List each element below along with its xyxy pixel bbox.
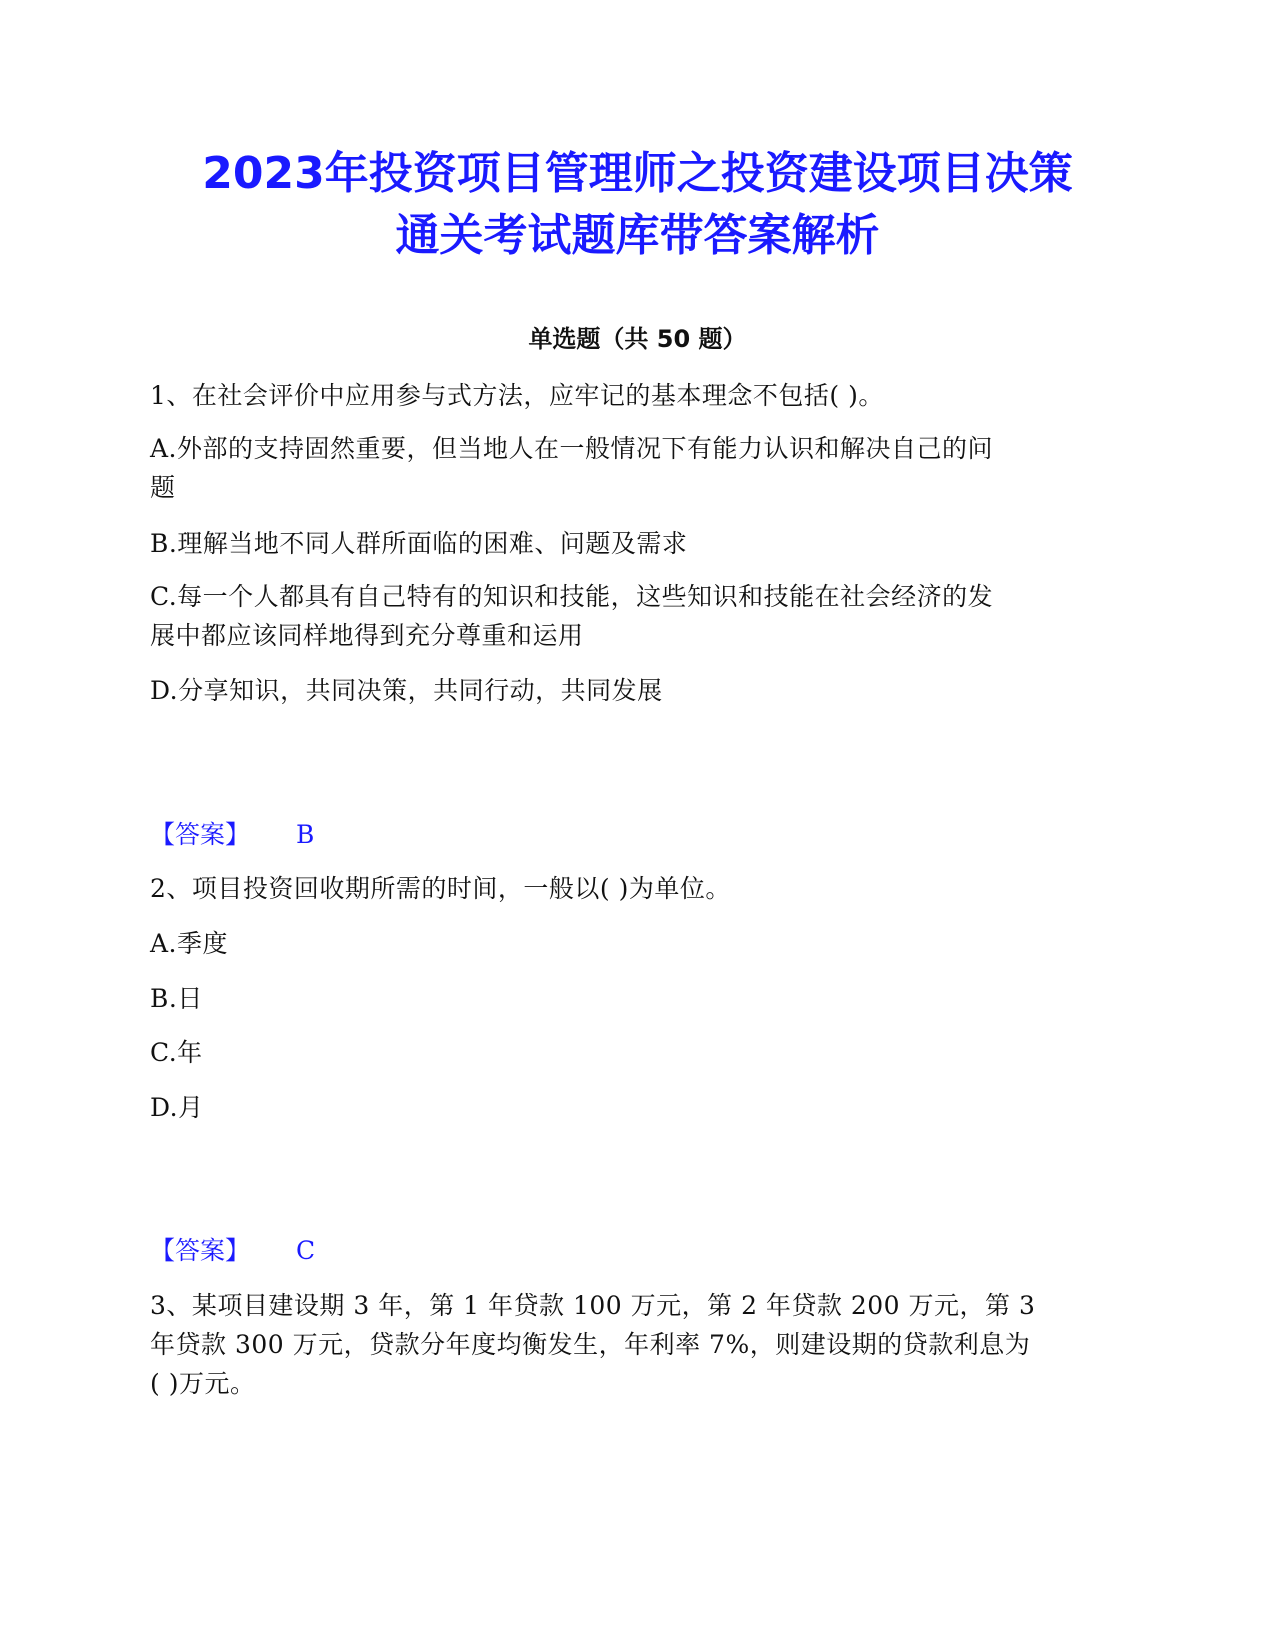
- question-2-option-d: D.月: [150, 1093, 204, 1122]
- stem-line: ( )万元。: [150, 1369, 256, 1398]
- option-line: 题: [150, 473, 176, 502]
- option-line: 展中都应该同样地得到充分尊重和运用: [150, 621, 584, 650]
- question-2-option-c: C.年: [150, 1038, 203, 1067]
- question-2-answer: [150, 1231, 315, 1270]
- stem-line: 年贷款 300 万元，贷款分年度均衡发生，年利率 7%，则建设期的贷款利息为: [150, 1330, 1031, 1359]
- document-title: [0, 146, 1275, 264]
- question-1-answer: [150, 815, 314, 854]
- option-line: A.外部的支持固然重要，但当地人在一般情况下有能力认识和解决自己的问: [150, 434, 994, 463]
- question-1-option-d: D.分享知识，共同决策，共同行动，共同发展: [150, 676, 663, 705]
- answer-label: 【答案】: [150, 820, 251, 849]
- option-line: C.每一个人都具有自己特有的知识和技能，这些知识和技能在社会经济的发: [150, 582, 994, 611]
- question-2-option-b: B.日: [150, 984, 203, 1013]
- stem-line: 3、某项目建设期 3 年，第 1 年贷款 100 万元，第 2 年贷款 200 万元，第 3: [150, 1291, 1036, 1320]
- section-heading: 单选题（共 50 题）: [528, 325, 747, 353]
- answer-value: B: [296, 820, 315, 849]
- question-2-stem: 2、项目投资回收期所需的时间，一般以( )为单位。: [150, 874, 731, 903]
- question-1-stem: 1、在社会评价中应用参与式方法，应牢记的基本理念不包括( )。: [150, 381, 884, 410]
- title-line-1: 2023年投资项目管理师之投资建设项目决策: [202, 148, 1073, 199]
- answer-value: C: [296, 1236, 316, 1265]
- answer-label: 【答案】: [150, 1236, 251, 1265]
- question-1-option-b: B.理解当地不同人群所面临的困难、问题及需求: [150, 529, 688, 558]
- title-line-2: 通关考试题库带答案解析: [395, 210, 880, 261]
- question-2-option-a: A.季度: [150, 929, 229, 958]
